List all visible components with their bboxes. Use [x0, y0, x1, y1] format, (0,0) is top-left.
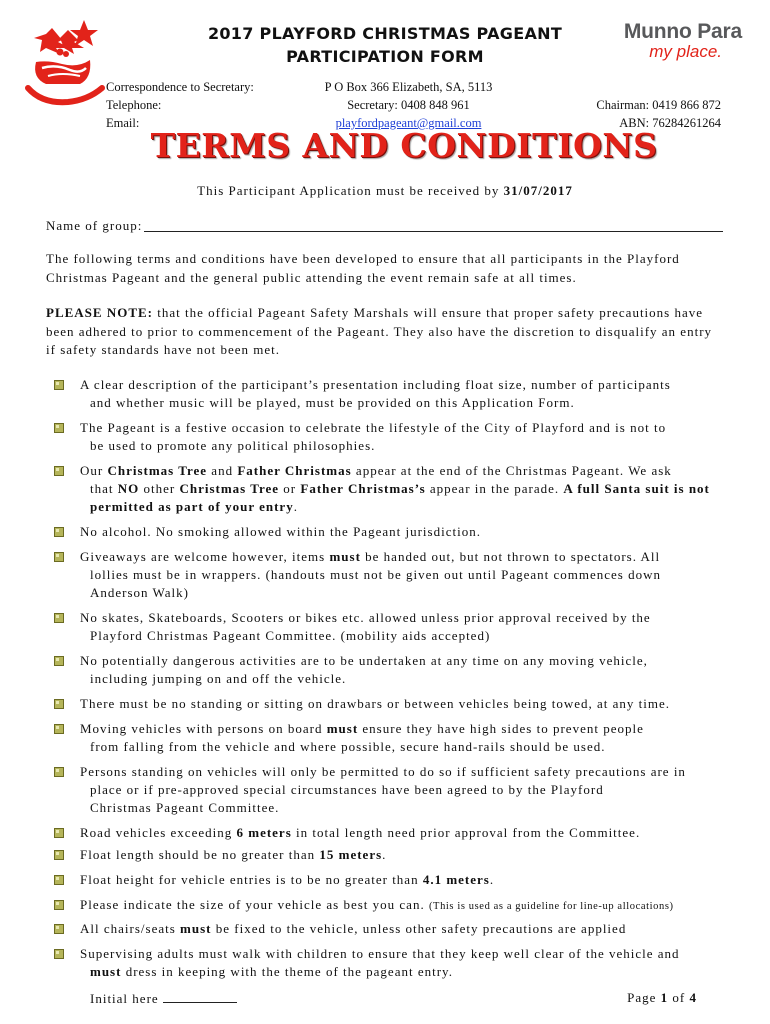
contact-right: [540, 78, 721, 132]
telephone-label: Telephone:: [106, 98, 162, 112]
header-title-line1: 2017 PLAYFORD CHRISTMAS PAGEANT: [207, 24, 563, 43]
chairman-phone: Chairman: 0419 866 872: [596, 98, 721, 112]
receipt-text: This Participant Application must be received by: [197, 183, 504, 198]
receipt-deadline: [0, 182, 770, 201]
intro-paragraph: The following terms and conditions have been developed to ensure that all participants in the Playford Christmas Pageant and the general public attending the event remain safe at all times.: [46, 251, 680, 285]
initial-field[interactable]: [163, 990, 237, 1003]
term-item: Giveaways are welcome however, items must be handed out, but not thrown to spectators. All lollies must be in wrappers. (handouts must not be given out until Pageant commences down Anderson Walk): [46, 548, 730, 602]
term-item: A clear description of the participant’s presentation including float size, number of participants and whether music will be played, must be provided on this Application Form.: [46, 376, 730, 412]
term-item: All chairs/seats must be fixed to the vehicle, unless other safety precautions are applied: [46, 920, 730, 938]
email-link[interactable]: playfordpageant@gmail.com: [335, 116, 482, 130]
term-item: Supervising adults must walk with children to ensure that they keep well clear of the vehicle and must dress in keeping with the theme of the pageant entry.: [46, 945, 730, 981]
group-name-label: Name of group:: [46, 218, 143, 233]
bullet-box-icon: [54, 948, 65, 959]
bullet-box-icon: [54, 655, 65, 666]
term-item: No alcohol. No smoking allowed within the Pageant jurisdiction.: [46, 523, 730, 541]
term-item: There must be no standing or sitting on drawbars or between vehicles being towed, at any time.: [46, 695, 730, 713]
term-item: The Pageant is a festive occasion to celebrate the lifestyle of the City of Playford and is not to be used to promote any political philosophies.: [46, 419, 730, 455]
contact-values: [286, 78, 531, 132]
email-label: Email:: [106, 116, 140, 130]
bullet-box-icon: [54, 723, 65, 734]
term-item: Please indicate the size of your vehicle as best you can. (This is used as a guideline for line-up allocations): [46, 896, 730, 916]
bullet-box-icon: [54, 874, 65, 885]
term-item: Moving vehicles with persons on board must ensure they have high sides to prevent people from falling from the vehicle and where possible, secure hand-rails should be used.: [46, 720, 730, 756]
bullet-box-icon: [54, 379, 65, 390]
brand-name: Munno Para: [623, 20, 742, 43]
term-item: Our Christmas Tree and Father Christmas appear at the end of the Christmas Pageant. We ask that NO other Christmas Tree or Father Christmas’s appear in the parade. A full Santa suit is not permitted as part of your entry.: [46, 462, 730, 516]
contact-labels: [106, 78, 254, 132]
correspondence-label: Correspondence to Secretary:: [106, 80, 254, 94]
bullet-box-icon: [54, 698, 65, 709]
term-item: No skates, Skateboards, Scooters or bikes etc. allowed unless prior approval received by the Playford Christmas Pageant Committee. (mobility aids accepted): [46, 609, 730, 645]
munno-para-logo: [592, 20, 742, 62]
term-item: Road vehicles exceeding 6 meters in total length need prior approval from the Committee.: [46, 824, 730, 842]
bullet-box-icon: [54, 612, 65, 623]
bullet-box-icon: [54, 526, 65, 537]
abn-number: ABN: 76284261264: [619, 116, 721, 130]
terms-title: TERMS AND CONDITIONS: [150, 126, 658, 165]
bullet-box-icon: [54, 923, 65, 934]
bullet-box-icon: [54, 465, 65, 476]
term-item: Persons standing on vehicles will only be permitted to do so if sufficient safety precautions are in place or if pre-approved special circumstances have been agreed to by the Playford Christmas Pageant Committee.: [46, 763, 730, 817]
term-item: No potentially dangerous activities are to be undertaken at any time on any moving vehicle, including jumping on and off the vehicle.: [46, 652, 730, 688]
brand-tagline: my place.: [649, 42, 722, 61]
note-label: PLEASE NOTE:: [46, 305, 153, 320]
bullet-box-icon: [54, 849, 65, 860]
initial-label: Initial here: [90, 991, 159, 1006]
initial-row: [90, 990, 237, 1007]
page-number: Page 1 of 4: [627, 990, 697, 1005]
bullet-box-icon: [54, 766, 65, 777]
term-item: Float height for vehicle entries is to be no greater than 4.1 meters.: [46, 871, 730, 889]
bullet-box-icon: [54, 827, 65, 838]
note-text: that the official Pageant Safety Marshals will ensure that proper safety precautions have been adhered to prior to commencement of the Pageant. They also have the discretion to disqualify an entry if safety standards have not been met.: [46, 305, 713, 357]
secretary-phone: Secretary: 0408 848 961: [347, 98, 470, 112]
bullet-box-icon: [54, 551, 65, 562]
bullet-box-icon: [54, 899, 65, 910]
terms-list: [46, 376, 730, 988]
group-name-row: [46, 217, 723, 236]
term-item: Float length should be no greater than 15 meters.: [46, 846, 730, 864]
form-header-title: [170, 22, 600, 68]
bullet-box-icon: [54, 422, 65, 433]
receipt-date: 31/07/2017: [503, 183, 573, 198]
note-paragraph: [46, 304, 726, 360]
po-box-address: P O Box 366 Elizabeth, SA, 5113: [324, 80, 493, 94]
header-title-line2: PARTICIPATION FORM: [286, 47, 484, 66]
group-name-field[interactable]: [144, 217, 723, 232]
pageant-sleigh-logo: [22, 18, 106, 110]
